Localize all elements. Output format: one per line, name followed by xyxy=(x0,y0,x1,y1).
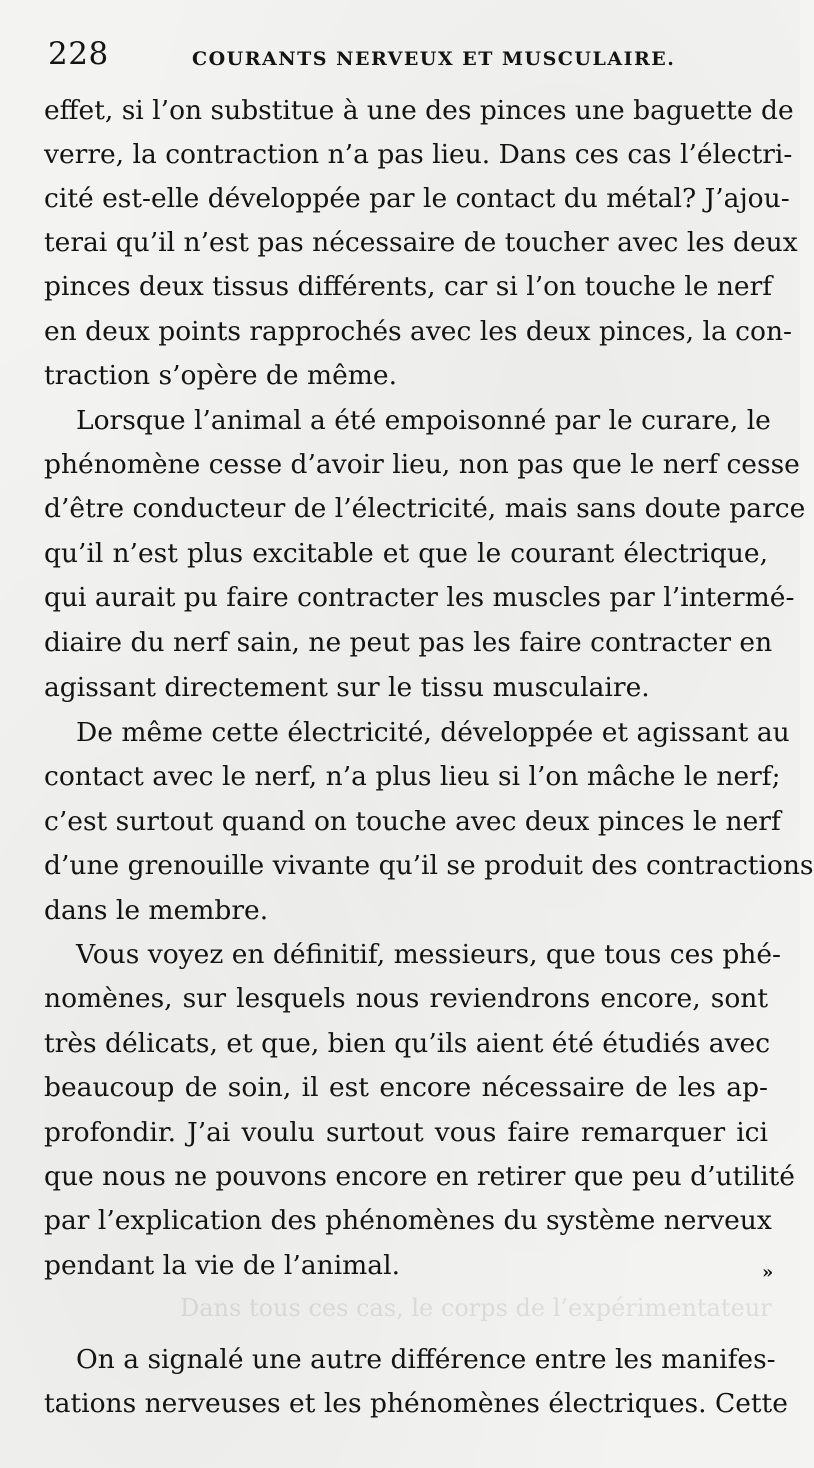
text-line: dans le membre. xyxy=(44,895,269,926)
text-line: verre, la contraction n’a pas lieu. Dans ces cas l’électri- xyxy=(44,139,793,170)
paragraph-first-line: Vous voyez en définitif, messieurs, que tous ces phé- xyxy=(76,939,781,970)
text-line: c’est surtout quand on touche avec deux pinces le nerf xyxy=(44,806,781,837)
text-line: terai qu’il n’est pas nécessaire de toucher avec les deux xyxy=(44,227,798,258)
text-line: contact avec le nerf, n’a plus lieu si l’on mâche le nerf; xyxy=(44,761,781,792)
text-line: traction s’opère de même. xyxy=(44,360,398,391)
text-line: qui aurait pu faire contracter les muscles par l’intermé- xyxy=(44,582,795,613)
text-line: d’être conducteur de l’électricité, mais sans doute parce xyxy=(44,493,806,524)
text-line: pendant la vie de l’animal. xyxy=(44,1250,401,1281)
running-head: COURANTS NERVEUX ET MUSCULAIRE. xyxy=(192,48,676,70)
text-line: diaire du nerf sain, ne peut pas les faire contracter en xyxy=(44,627,773,658)
text-line: tations nerveuses et les phénomènes électriques. Cette xyxy=(44,1388,788,1419)
text-line: d’une grenouille vivante qu’il se produit des contractions xyxy=(44,850,814,881)
end-mark: » xyxy=(762,1262,774,1283)
text-line: phénomène cesse d’avoir lieu, non pas que le nerf cesse xyxy=(44,449,800,480)
text-line: agissant directement sur le tissu musculaire. xyxy=(44,672,650,703)
text-line: très délicats, et que, bien qu’ils aient été étudiés avec xyxy=(44,1028,771,1059)
text-line: nomènes, sur lesquels nous reviendrons encore, sont xyxy=(44,983,768,1014)
text-line: que nous ne pouvons encore en retirer que peu d’utilité xyxy=(44,1161,795,1192)
paragraph-first-line: Lorsque l’animal a été empoisonné par le curare, le xyxy=(76,405,771,436)
text-line: par l’explication des phénomènes du système nerveux xyxy=(44,1205,772,1236)
paragraph-first-line: De même cette électricité, développée et agissant au xyxy=(76,717,790,748)
text-line: en deux points rapprochés avec les deux pinces, la con- xyxy=(44,316,792,347)
text-line: effet, si l’on substitue à une des pinces une baguette de xyxy=(44,95,794,126)
page-header xyxy=(48,30,768,80)
paragraph-first-line: On a signalé une autre différence entre les manifes- xyxy=(76,1344,776,1375)
text-line: qu’il n’est plus excitable et que le courant électrique, xyxy=(44,538,768,569)
text-line: beaucoup de soin, il est encore nécessaire de les ap- xyxy=(44,1072,768,1103)
text-line: pinces deux tissus différents, car si l’on touche le nerf xyxy=(44,271,773,302)
bleed-through-text: Dans tous ces cas, le corps de l’expérimentateur xyxy=(180,1294,772,1322)
text-line: cité est-elle développée par le contact du métal? J’ajou- xyxy=(44,183,790,214)
text-line: profondir. J’ai voulu surtout vous faire remarquer ici xyxy=(44,1117,768,1148)
page-number: 228 xyxy=(48,36,109,72)
